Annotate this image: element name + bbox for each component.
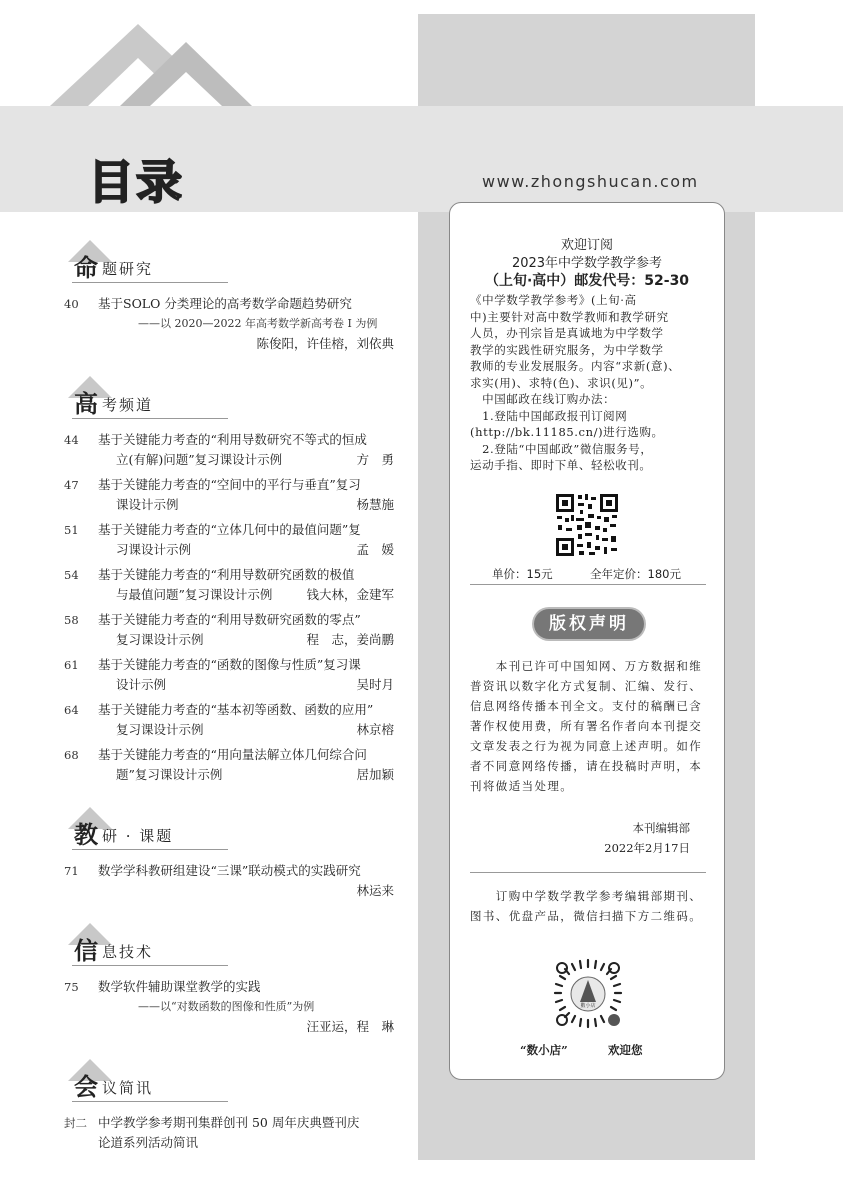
divider <box>72 418 228 419</box>
article-title: 基于关键能力考查的“基本初等函数、函数的应用” <box>98 702 374 717</box>
intro-line: 《中学数学教学参考》(上旬·高 <box>470 293 637 307</box>
article-subtitle: ——以 2020—2022 年高考数学新高考卷 I 为例 <box>138 317 378 330</box>
section-title: 研 · 课题 <box>102 827 174 845</box>
page-number: 44 <box>64 433 79 447</box>
toc-entry[interactable] <box>64 430 394 470</box>
divider <box>72 849 228 850</box>
intro-line: 教学的实践性研究服务，为中学数学 <box>470 342 664 357</box>
article-title-cont: 复习课设计示例 <box>116 722 204 737</box>
article-title-cont: 习课设计示例 <box>116 542 192 557</box>
article-authors: 孟 媛 <box>356 542 394 557</box>
toc-entry[interactable] <box>64 565 394 605</box>
qr-code-icon[interactable] <box>554 492 620 558</box>
page-number: 64 <box>64 703 79 717</box>
article-title: 基于关键能力考查的“用向量法解立体几何综合问 <box>98 747 367 762</box>
toc-entry[interactable] <box>64 977 394 1037</box>
article-authors: 吴时月 <box>356 677 394 692</box>
intro-line: 1.登陆中国邮政报刊订阅网 <box>470 408 628 423</box>
toc-entry[interactable] <box>64 655 394 695</box>
article-title: 基于关键能力考查的“函数的图像与性质”复习课 <box>98 657 361 672</box>
page-number: 40 <box>64 297 79 311</box>
article-title: 基于关键能力考查的“空间中的平行与垂直”复习 <box>98 477 361 492</box>
toc-entry[interactable] <box>64 475 394 515</box>
article-authors: 程 志，姜尚鹏 <box>306 632 394 647</box>
section-heading <box>64 240 394 280</box>
journal-intro <box>470 292 708 474</box>
article-subtitle: ——以“对数函数的图像和性质”为例 <box>138 1000 315 1013</box>
page-number: 51 <box>64 523 79 537</box>
section-initial: 教 <box>74 820 98 849</box>
article-authors: 汪亚运，程 琳 <box>306 1019 394 1034</box>
toc-entry[interactable] <box>64 1113 394 1153</box>
section-title: 息技术 <box>102 943 154 961</box>
article-title-cont: 设计示例 <box>116 677 167 692</box>
page-number: 47 <box>64 478 79 492</box>
divider <box>72 282 228 283</box>
toc-entry[interactable] <box>64 520 394 560</box>
section-heading <box>64 807 394 847</box>
toc-entry[interactable] <box>64 610 394 650</box>
article-title: 基于关键能力考查的“利用导数研究不等式的恒成 <box>98 432 367 447</box>
section-initial: 会 <box>74 1072 98 1101</box>
section-title: 议简讯 <box>102 1079 154 1097</box>
page-title: 目录 <box>88 155 184 209</box>
article-authors: 林京榕 <box>356 722 394 737</box>
article-authors: 方 勇 <box>356 452 394 467</box>
table-of-contents <box>64 230 394 1153</box>
article-title: 基于SOLO 分类理论的高考数学命题趋势研究 <box>98 296 352 311</box>
article-title: 基于关键能力考查的“利用导数研究函数的零点” <box>98 612 361 627</box>
article-title: 数学学科教研组建设“三课”联动模式的实践研究 <box>98 863 361 878</box>
journal-name: 2023年中学数学教学参考 <box>511 256 663 271</box>
article-title-cont: 课设计示例 <box>116 497 179 512</box>
section-initial: 信 <box>74 936 98 965</box>
single-price: 单价：15元 <box>492 567 553 581</box>
toc-entry[interactable] <box>64 745 394 785</box>
order-instructions: 订购中学数学教学参考编辑部期刊、图书、优盘产品，微信扫描下方二维码。 <box>470 889 703 923</box>
annual-price: 全年定价：180元 <box>590 567 681 581</box>
page-number: 54 <box>64 568 79 582</box>
shop-badge-text: 數小店 <box>580 1003 596 1009</box>
article-authors: 陈俊阳，许佳榕，刘依典 <box>256 336 394 351</box>
page-number: 68 <box>64 748 79 762</box>
article-title-cont: 复习课设计示例 <box>116 632 204 647</box>
section-heading <box>64 376 394 416</box>
divider <box>470 584 706 585</box>
copyright-badge: 版权声明 <box>534 609 644 639</box>
shop-welcome: 欢迎您 <box>608 1043 643 1057</box>
article-title: 基于关键能力考查的“利用导数研究函数的极值 <box>98 567 355 582</box>
toc-entry[interactable] <box>64 700 394 740</box>
article-authors: 杨慧施 <box>356 497 394 512</box>
shop-name: “数小店” <box>520 1043 568 1057</box>
section-heading <box>64 1059 394 1099</box>
subscribe-heading: 欢迎订阅 <box>560 238 613 253</box>
section-heading <box>64 923 394 963</box>
article-title: 中学教学参考期刊集群创刊 50 周年庆典暨刊庆 <box>98 1115 360 1130</box>
editorial-dept: 本刊编辑部 <box>632 821 690 835</box>
article-authors: 林运来 <box>356 883 394 898</box>
page-number: 61 <box>64 658 79 672</box>
postal-code: （上旬·高中）邮发代号：52-30 <box>484 273 690 289</box>
article-title: 基于关键能力考查的“立体几何中的最值问题”复 <box>98 522 361 537</box>
page-number: 71 <box>64 864 79 878</box>
divider <box>72 965 228 966</box>
section-initial: 命 <box>74 253 98 282</box>
statement-date: 2022年2月17日 <box>604 841 690 855</box>
section-initial: 高 <box>74 389 98 418</box>
article-title: 数学软件辅助课堂教学的实践 <box>98 979 261 994</box>
intro-line: 2.登陆“中国邮政”微信服务号， <box>470 441 653 456</box>
toc-entry[interactable] <box>64 294 394 354</box>
intro-line: 求实(用)、求特(色)、求识(见)”。 <box>470 375 653 390</box>
toc-entry[interactable] <box>64 861 394 901</box>
page-number: 封二 <box>64 1116 87 1130</box>
page-number: 75 <box>64 980 79 994</box>
section-title: 考频道 <box>102 396 154 414</box>
intro-line: 人员，办刊宗旨是真诚地为中学数学 <box>470 326 664 340</box>
website-url[interactable]: www.zhongshucan.com <box>482 172 699 191</box>
article-title-cont: 与最值问题”复习课设计示例 <box>116 587 273 602</box>
divider <box>470 872 706 873</box>
mini-program-code-icon[interactable] <box>550 956 626 1032</box>
divider <box>72 1101 228 1102</box>
intro-line[interactable]: (http://bk.11185.cn/)进行选购。 <box>470 425 664 439</box>
copyright-statement: 本刊已许可中国知网、万方数据和维普资讯以数字化方式复制、汇编、发行、信息网络传播本刊全文。支付的稿酬已含著作权使用费，所有署名作者向本刊提交文章发表之行为视为同意上述声明。如作者不同意网络传播，请在投稿时声明，本刊将做适当处理。 <box>470 659 703 793</box>
intro-line: 运动手指、即时下单、轻松收刊。 <box>470 458 652 472</box>
article-title-cont: 立(有解)问题”复习课设计示例 <box>116 452 283 467</box>
article-authors: 居加颖 <box>356 767 394 782</box>
article-title-cont: 论道系列活动简讯 <box>98 1135 199 1150</box>
intro-line: 中)主要针对高中数学教师和教学研究 <box>470 309 669 324</box>
intro-line: 中国邮政在线订购办法： <box>470 392 616 406</box>
article-authors: 钱大林，金建军 <box>306 587 394 602</box>
article-title-cont: 题”复习课设计示例 <box>116 767 223 782</box>
page-number: 58 <box>64 613 79 627</box>
section-title: 题研究 <box>102 260 154 278</box>
intro-line: 教师的专业发展服务。内容“求新(意)、 <box>470 359 681 373</box>
